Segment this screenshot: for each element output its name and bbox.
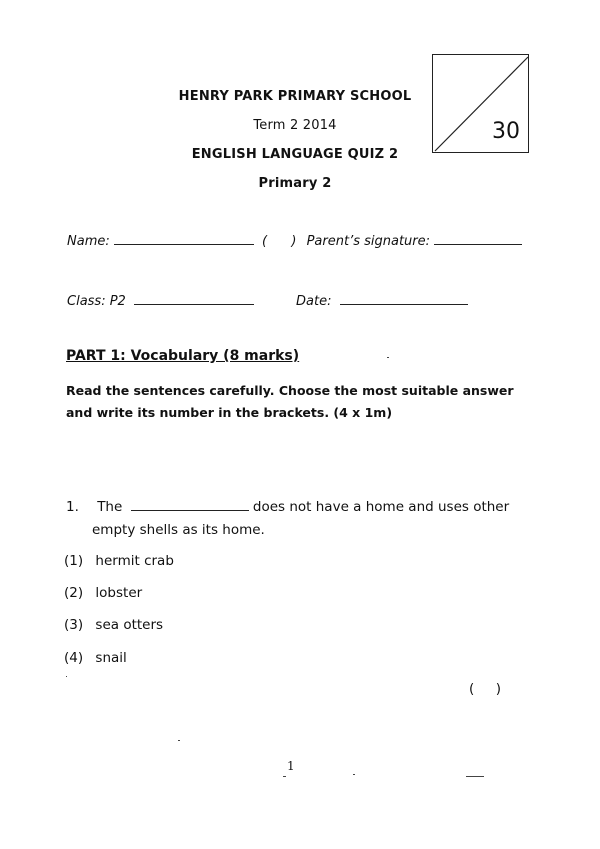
class-blank[interactable] bbox=[134, 292, 254, 305]
index-open: ( bbox=[262, 234, 268, 249]
part1-instruction-line2: and write its number in the brackets. (4 x 1m) bbox=[66, 405, 393, 420]
option-text: lobster bbox=[95, 585, 143, 601]
scan-speck bbox=[283, 776, 286, 777]
option-number: (4) bbox=[64, 650, 84, 666]
class-row bbox=[67, 292, 254, 309]
option-text: sea otters bbox=[95, 617, 164, 633]
option-1 bbox=[64, 553, 174, 569]
name-blank[interactable] bbox=[114, 232, 254, 245]
option-text: hermit crab bbox=[95, 553, 174, 569]
scan-speck bbox=[66, 676, 67, 677]
question-text-after: does not have a home and uses other bbox=[252, 499, 510, 515]
option-2 bbox=[64, 585, 142, 601]
class-label: Class: P2 bbox=[67, 294, 126, 309]
option-3 bbox=[64, 617, 163, 633]
option-4 bbox=[64, 650, 127, 666]
part1-instruction-line1: Read the sentences carefully. Choose the most suitable answer bbox=[66, 383, 514, 398]
option-number: (2) bbox=[64, 585, 84, 601]
page-number: 1 bbox=[287, 759, 295, 773]
name-row bbox=[67, 232, 522, 249]
question-number: 1. bbox=[66, 499, 79, 515]
name-label: Name: bbox=[67, 234, 110, 249]
scan-speck bbox=[387, 357, 389, 358]
signature-blank[interactable] bbox=[434, 232, 522, 245]
school-name: HENRY PARK PRIMARY SCHOOL bbox=[178, 89, 412, 104]
date-blank[interactable] bbox=[340, 292, 468, 305]
option-number: (1) bbox=[64, 553, 84, 569]
term-label: Term 2 2014 bbox=[253, 118, 337, 133]
answer-bracket[interactable]: ( ) bbox=[469, 681, 501, 697]
signature-label: Parent’s signature: bbox=[306, 234, 431, 249]
date-label: Date: bbox=[296, 294, 332, 309]
index-close: ) bbox=[291, 234, 297, 249]
question-text-line2: empty shells as its home. bbox=[92, 522, 265, 538]
quiz-title: ENGLISH LANGUAGE QUIZ 2 bbox=[191, 147, 399, 162]
scan-speck bbox=[178, 740, 180, 741]
option-text: snail bbox=[95, 650, 127, 666]
score-box bbox=[432, 54, 529, 153]
total-marks: 30 bbox=[492, 119, 520, 144]
part1-title: PART 1: Vocabulary (8 marks) bbox=[66, 348, 300, 364]
question-text-before: The bbox=[97, 499, 123, 515]
level-label: Primary 2 bbox=[258, 176, 332, 191]
option-number: (3) bbox=[64, 617, 84, 633]
scan-speck bbox=[466, 776, 484, 777]
scan-speck bbox=[353, 774, 355, 775]
date-row bbox=[296, 292, 468, 309]
question-answer-blank bbox=[131, 498, 249, 511]
question-1 bbox=[66, 496, 509, 519]
